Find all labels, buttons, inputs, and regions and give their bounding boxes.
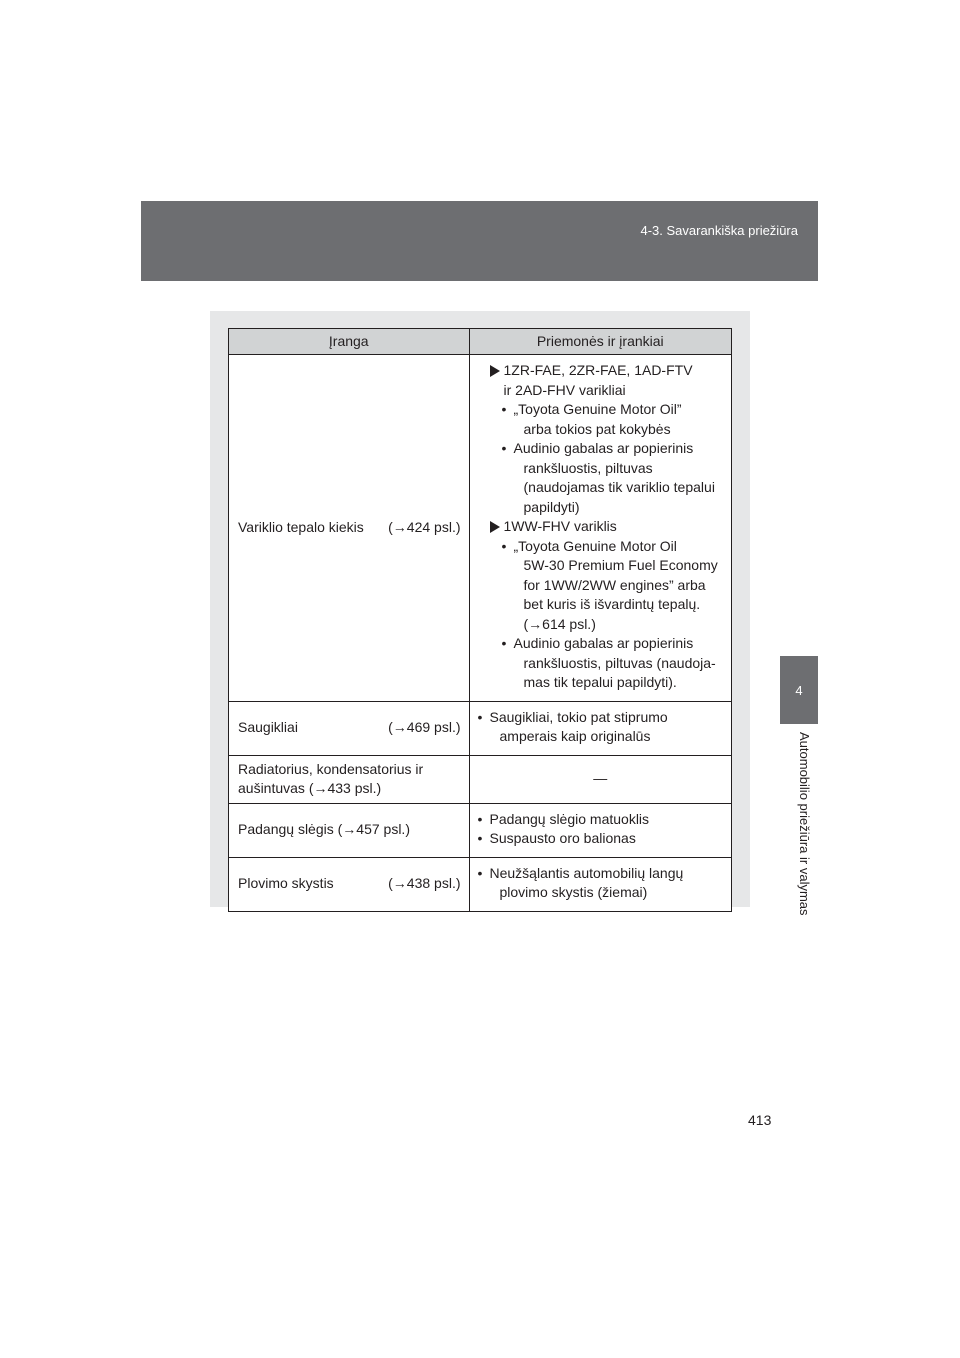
table-row xyxy=(229,755,732,803)
equipment-cell: Radiatorius, kondensatorius ir aušintuvas (→433 psl.) xyxy=(229,755,470,803)
col-header-equipment: Įranga xyxy=(229,329,470,355)
page-ref: (→424 psl.) xyxy=(388,519,461,535)
table-row xyxy=(229,857,732,911)
equipment-cell xyxy=(229,803,470,857)
tools-cell xyxy=(469,857,732,911)
equipment-cell xyxy=(229,701,470,755)
tools-cell: 1ZR-FAE, 2ZR-FAE, 1AD-FTV ir 2AD-FHV varikliai • „Toyota Genuine Motor Oil” arba tokios pat kokybės • Audinio gabalas ar popierinis rankšluostis, piltuvas (naudojamas tik variklio tepalui papildyti) 1WW-FHV variklis • „Toyota Genuine Motor Oil 5W-30 Premium Fuel Economy for 1WW/2WW engines” arba bet kuris iš išvardintų tepalų. (→614 psl.) • Audinio gabalas ar popierinis rankšluostis, piltuvas (naudoja- mas tik tepalui papildyti). xyxy=(469,355,732,702)
header-band xyxy=(141,201,818,281)
list-item: • „Toyota Genuine Motor Oil” arba tokios pat kokybės xyxy=(488,400,726,439)
empty-dash: — xyxy=(593,770,608,787)
equipment-cell xyxy=(229,857,470,911)
list-item: • Audinio gabalas ar popierinis rankšluostis, piltuvas (naudoja- mas tik tepalui papildyti). xyxy=(488,634,726,693)
equipment-name: Padangų slėgis (→457 psl.) xyxy=(238,821,410,838)
list-item: • Padangų slėgio matuoklis xyxy=(478,810,726,830)
list-item: • „Toyota Genuine Motor Oil 5W-30 Premium Fuel Economy for 1WW/2WW engines” arba bet kuris iš išvardintų tepalų. (→614 psl.) xyxy=(488,537,726,635)
table-row xyxy=(229,803,732,857)
triangle-bullet-icon xyxy=(490,521,500,533)
table-row xyxy=(229,701,732,755)
equipment-cell xyxy=(229,355,470,702)
tools-cell xyxy=(469,803,732,857)
page-ref: (→438 psl.) xyxy=(388,875,461,892)
section-title: 4-3. Savarankiška priežiūra xyxy=(640,223,798,238)
chapter-title: Automobilio priežiūra ir valymas xyxy=(797,732,812,916)
page-ref: (→469 psl.) xyxy=(388,719,461,736)
chapter-tab xyxy=(780,656,818,724)
triangle-bullet-icon xyxy=(490,365,500,377)
list-item: • Audinio gabalas ar popierinis rankšluostis, piltuvas (naudojamas tik variklio tepalui papildyti) xyxy=(488,439,726,517)
list-item: • Suspausto oro balionas xyxy=(478,829,726,849)
page-number: 413 xyxy=(748,1112,772,1128)
engine-section: 1WW-FHV variklis xyxy=(488,517,726,537)
equipment-name: Variklio tepalo kiekis xyxy=(238,519,364,535)
col-header-tools: Priemonės ir įrankiai xyxy=(469,329,732,355)
equipment-name: Saugikliai xyxy=(238,719,298,736)
tools-table xyxy=(228,328,732,912)
chapter-number: 4 xyxy=(795,682,803,698)
equipment-name: Plovimo skystis xyxy=(238,875,334,892)
tools-cell xyxy=(469,755,732,803)
list-item: • Neužšąlantis automobilių langų plovimo skystis (žiemai) xyxy=(478,864,726,903)
list-item: • Saugikliai, tokio pat stiprumo amperais kaip originalūs xyxy=(478,708,726,747)
tools-cell xyxy=(469,701,732,755)
engine-section: 1ZR-FAE, 2ZR-FAE, 1AD-FTV xyxy=(488,361,726,381)
table-row xyxy=(229,355,732,702)
table-header-row xyxy=(229,329,732,355)
